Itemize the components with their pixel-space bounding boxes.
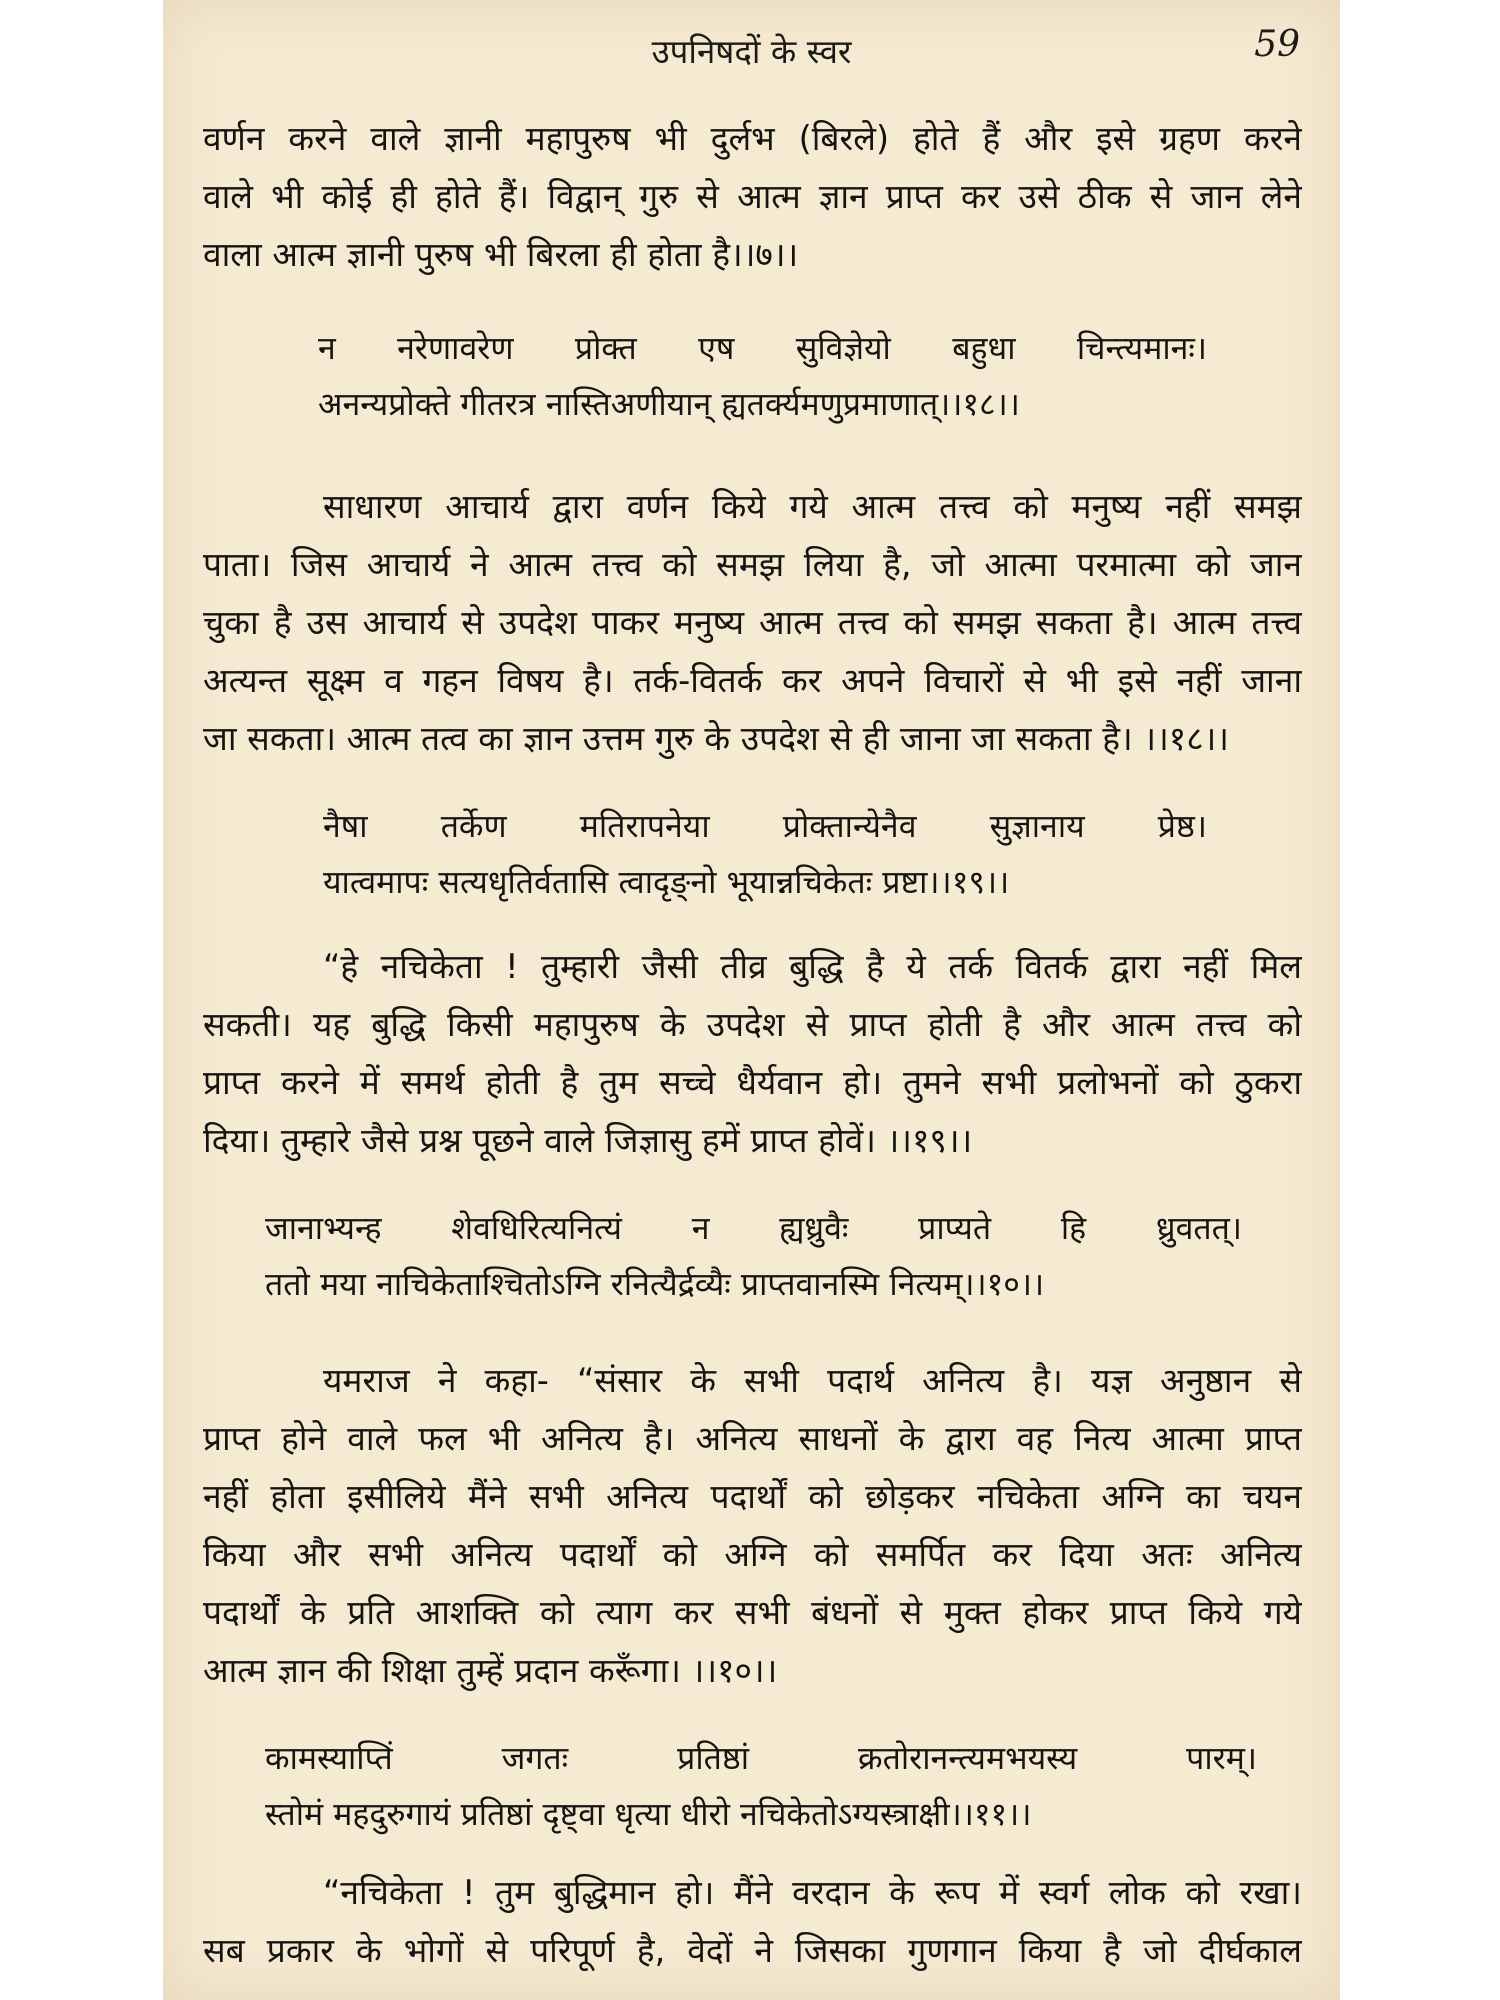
- sanskrit-verse: [203, 320, 1302, 432]
- text-line: “नचिकेता ! तुम बुद्धिमान हो। मैंने वरदान के रूप में स्वर्ग लोक को रखा।: [323, 1873, 1302, 1912]
- text-line: “हे नचिकेता ! तुम्हारी जैसी तीव्र बुद्धि है ये तर्क वितर्क द्वारा नहीं मिल: [323, 947, 1302, 986]
- verse-line: कामस्याप्तिं जगतः प्रतिष्ठां क्रतोरानन्त्यमभयस्य पारम्।: [265, 1739, 1257, 1777]
- paragraph: [203, 1352, 1302, 1700]
- paragraph: [203, 938, 1302, 1170]
- text-line: सकती। यह बुद्धि किसी महापुरुष के उपदेश से प्राप्त होती है और आत्म तत्त्व को: [203, 1005, 1302, 1044]
- text-line: वाला आत्म ज्ञानी पुरुष भी बिरला ही होता है।।७।।: [203, 235, 799, 274]
- text-line: चुका है उस आचार्य से उपदेश पाकर मनुष्य आत्म तत्त्व को समझ सकता है। आत्म तत्त्व: [203, 603, 1302, 642]
- text-line: जा सकता। आत्म तत्व का ज्ञान उत्तम गुरु के उपदेश से ही जाना जा सकता है। ।।१८।।: [203, 719, 1230, 758]
- verse-line: अनन्यप्रोक्ते गीतरत्र नास्तिअणीयान् ह्यतर्क्यमणुप्रमाणात्।।१८।।: [318, 385, 1020, 423]
- text-line: प्राप्त करने में समर्थ होती है तुम सच्चे धैर्यवान हो। तुमने सभी प्रलोभनों को ठुकरा: [203, 1063, 1302, 1102]
- text-line: पदार्थों के प्रति आशक्ति को त्याग कर सभी बंधनों से मुक्त होकर प्राप्त किये गये: [203, 1593, 1302, 1632]
- text-line: यमराज ने कहा- “संसार के सभी पदार्थ अनित्य है। यज्ञ अनुष्ठान से: [323, 1361, 1302, 1400]
- sanskrit-verse: [203, 798, 1302, 910]
- paragraph: [203, 478, 1302, 768]
- verse-line: ततो मया नाचिकेताश्चितोऽग्नि रनित्यैर्द्रव्यैः प्राप्तवानस्मि नित्यम्।।१०।।: [265, 1265, 1045, 1303]
- paragraph: [203, 110, 1302, 284]
- verse-line: जानाभ्यन्ह शेवधिरित्यनित्यं न ह्यध्रुवैः प्राप्यते हि ध्रुवतत्।: [265, 1209, 1242, 1247]
- text-line: दिया। तुम्हारे जैसे प्रश्न पूछने वाले जिज्ञासु हमें प्राप्त होवें। ।।१९।।: [203, 1121, 973, 1160]
- verse-line: न नरेणावरेण प्रोक्त एष सुविज्ञेयो बहुधा चिन्त्यमानः।: [318, 329, 1207, 367]
- verse-line: यात्वमापः सत्यधृतिर्वतासि त्वादृङ्नो भूयान्नचिकेतः प्रष्टा।।१९।।: [323, 863, 1010, 901]
- book-page: [163, 0, 1340, 2000]
- text-line: साधारण आचार्य द्वारा वर्णन किये गये आत्म तत्त्व को मनुष्य नहीं समझ: [323, 487, 1302, 526]
- text-line: वाले भी कोई ही होते हैं। विद्वान् गुरु से आत्म ज्ञान प्राप्त कर उसे ठीक से जान लेने: [203, 177, 1302, 216]
- text-line: आत्म ज्ञान की शिक्षा तुम्हें प्रदान करूँगा। ।।१०।।: [203, 1651, 778, 1690]
- chapter-title: उपनिषदों के स्वर: [651, 32, 852, 71]
- text-line: किया और सभी अनित्य पदार्थों को अग्नि को समर्पित कर दिया अतः अनित्य: [203, 1535, 1302, 1574]
- running-header: [163, 22, 1340, 82]
- page-body: [203, 110, 1302, 1980]
- text-line: वर्णन करने वाले ज्ञानी महापुरुष भी दुर्लभ (बिरले) होते हैं और इसे ग्रहण करने: [203, 119, 1302, 158]
- paragraph: [203, 1864, 1302, 1980]
- sanskrit-verse: [203, 1730, 1302, 1842]
- page-number: 59: [1254, 24, 1300, 65]
- verse-line: स्तोमं महदुरुगायं प्रतिष्ठां दृष्ट्वा धृत्या धीरो नचिकेतोऽग्यस्त्राक्षी।।११।।: [265, 1795, 1032, 1833]
- sanskrit-verse: [203, 1200, 1302, 1312]
- text-line: सब प्रकार के भोगों से परिपूर्ण है, वेदों ने जिसका गुणगान किया है जो दीर्घकाल: [203, 1931, 1302, 1970]
- text-line: अत्यन्त सूक्ष्म व गहन विषय है। तर्क-वितर्क कर अपने विचारों से भी इसे नहीं जाना: [203, 661, 1302, 700]
- text-line: नहीं होता इसीलिये मैंने सभी अनित्य पदार्थों को छोड़कर नचिकेता अग्नि का चयन: [203, 1477, 1302, 1516]
- text-line: प्राप्त होने वाले फल भी अनित्य है। अनित्य साधनों के द्वारा वह नित्य आत्मा प्राप्त: [203, 1419, 1302, 1458]
- text-line: पाता। जिस आचार्य ने आत्म तत्त्व को समझ लिया है, जो आत्मा परमात्मा को जान: [203, 545, 1302, 584]
- verse-line: नैषा तर्केण मतिरापनेया प्रोक्तान्येनैव सुज्ञानाय प्रेष्ठ।: [323, 807, 1207, 845]
